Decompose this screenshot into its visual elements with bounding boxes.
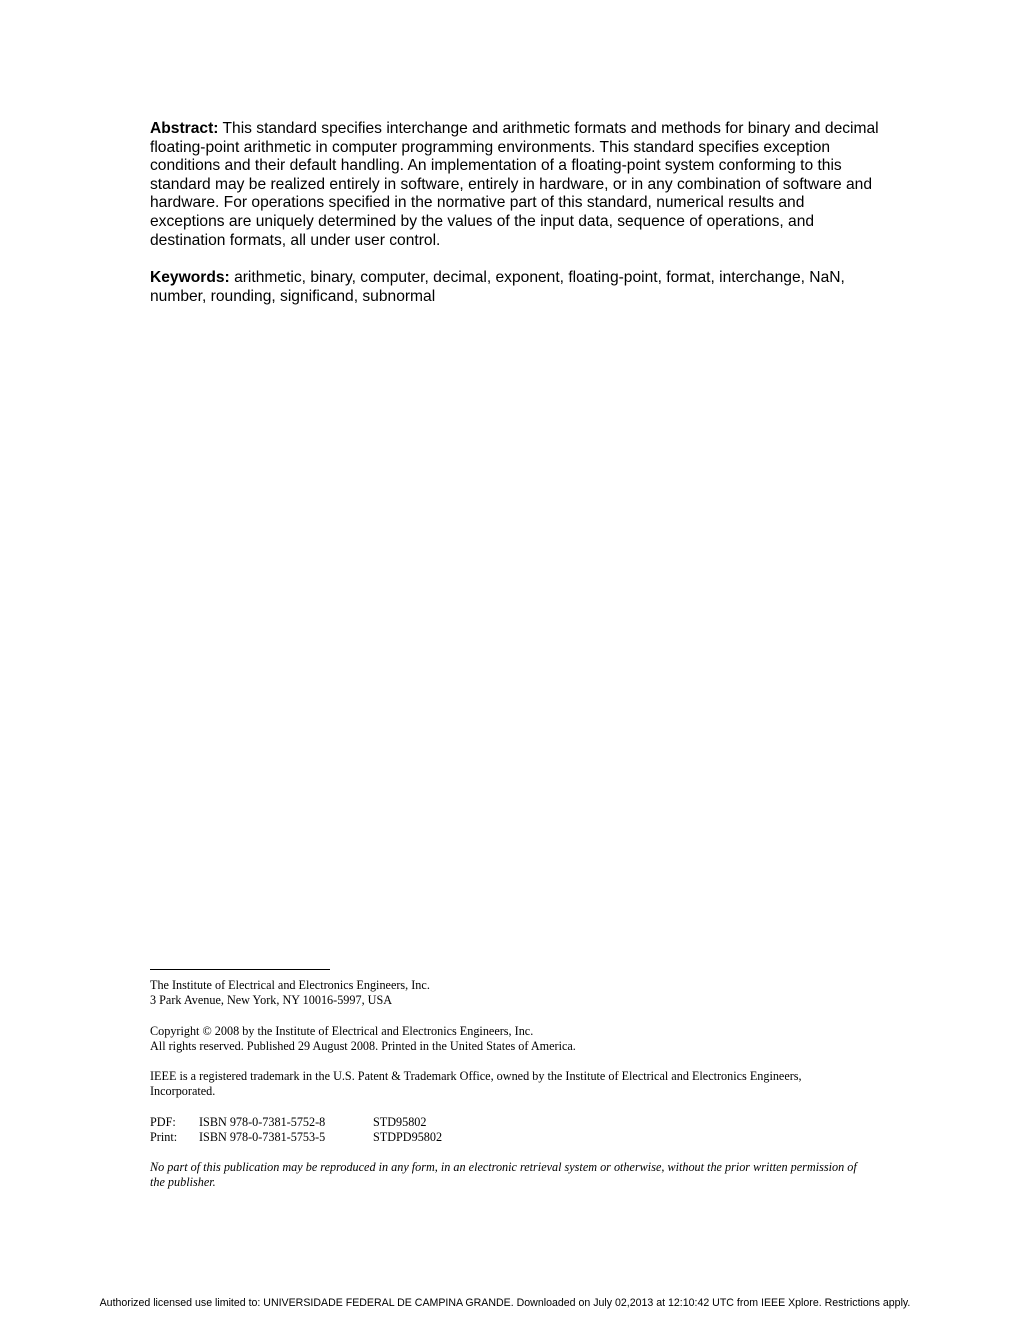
reproduction-notice-text: No part of this publication may be reproduced in any form, in an electronic retrieval system or otherwise, without the prior written permission of the publisher. (150, 1160, 857, 1190)
keywords-paragraph (150, 269, 880, 306)
isbn-row-pdf (150, 1115, 870, 1130)
rights-line: All rights reserved. Published 29 August 2008. Printed in the United States of America. (150, 1039, 576, 1054)
isbn-number: ISBN 978-0-7381-5753-5 (199, 1130, 326, 1145)
keywords-label: Keywords: (150, 269, 230, 286)
abstract-paragraph (150, 120, 880, 250)
publisher-block (150, 978, 870, 1008)
isbn-code: STD95802 (373, 1115, 427, 1129)
publisher-address: 3 Park Avenue, New York, NY 10016-5997, USA (150, 993, 393, 1008)
keywords-text: arithmetic, binary, computer, decimal, exponent, floating-point, format, interchange, NaN, number, rounding, significand, subnormal (150, 269, 845, 305)
reproduction-notice (150, 1160, 865, 1190)
abstract-text: This standard specifies interchange and arithmetic formats and methods for binary and decimal floating-point arithmetic in computer programming environments. This standard specifies exception conditions and their default handling. An implementation of a floating-point system conforming to this standard may be realized entirely in software, entirely in hardware, or in any combination of software and hardware. For operations specified in the normative part of this standard, numerical results and exceptions are uniquely determined by the values of the input data, sequence of operations, and destination formats, all under user control. (150, 120, 879, 249)
isbn-format: PDF: (150, 1115, 176, 1129)
publisher-name: The Institute of Electrical and Electronics Engineers, Inc. (150, 978, 430, 992)
copyright-block (150, 1024, 870, 1054)
isbn-code: STDPD95802 (373, 1130, 443, 1145)
isbn-format: Print: (150, 1130, 178, 1145)
authorization-footer: Authorized licensed use limited to: UNIVERSIDADE FEDERAL DE CAMPINA GRANDE. Downloaded on July 02,2013 at 12:10:42 UTC from IEEE Xplore. Restrictions apply. (99, 1297, 911, 1309)
abstract-label: Abstract: (150, 120, 219, 137)
trademark-block (150, 1069, 830, 1099)
isbn-row-print (150, 1130, 870, 1145)
isbn-block (150, 1115, 870, 1145)
copyright-line: Copyright © 2008 by the Institute of Electrical and Electronics Engineers, Inc. (150, 1024, 534, 1038)
isbn-number: ISBN 978-0-7381-5752-8 (199, 1115, 326, 1129)
footnote-divider (150, 969, 330, 970)
trademark-text: IEEE is a registered trademark in the U.S. Patent & Trademark Office, owned by the Institute of Electrical and Electronics Engineers, Incorporated. (150, 1069, 802, 1099)
